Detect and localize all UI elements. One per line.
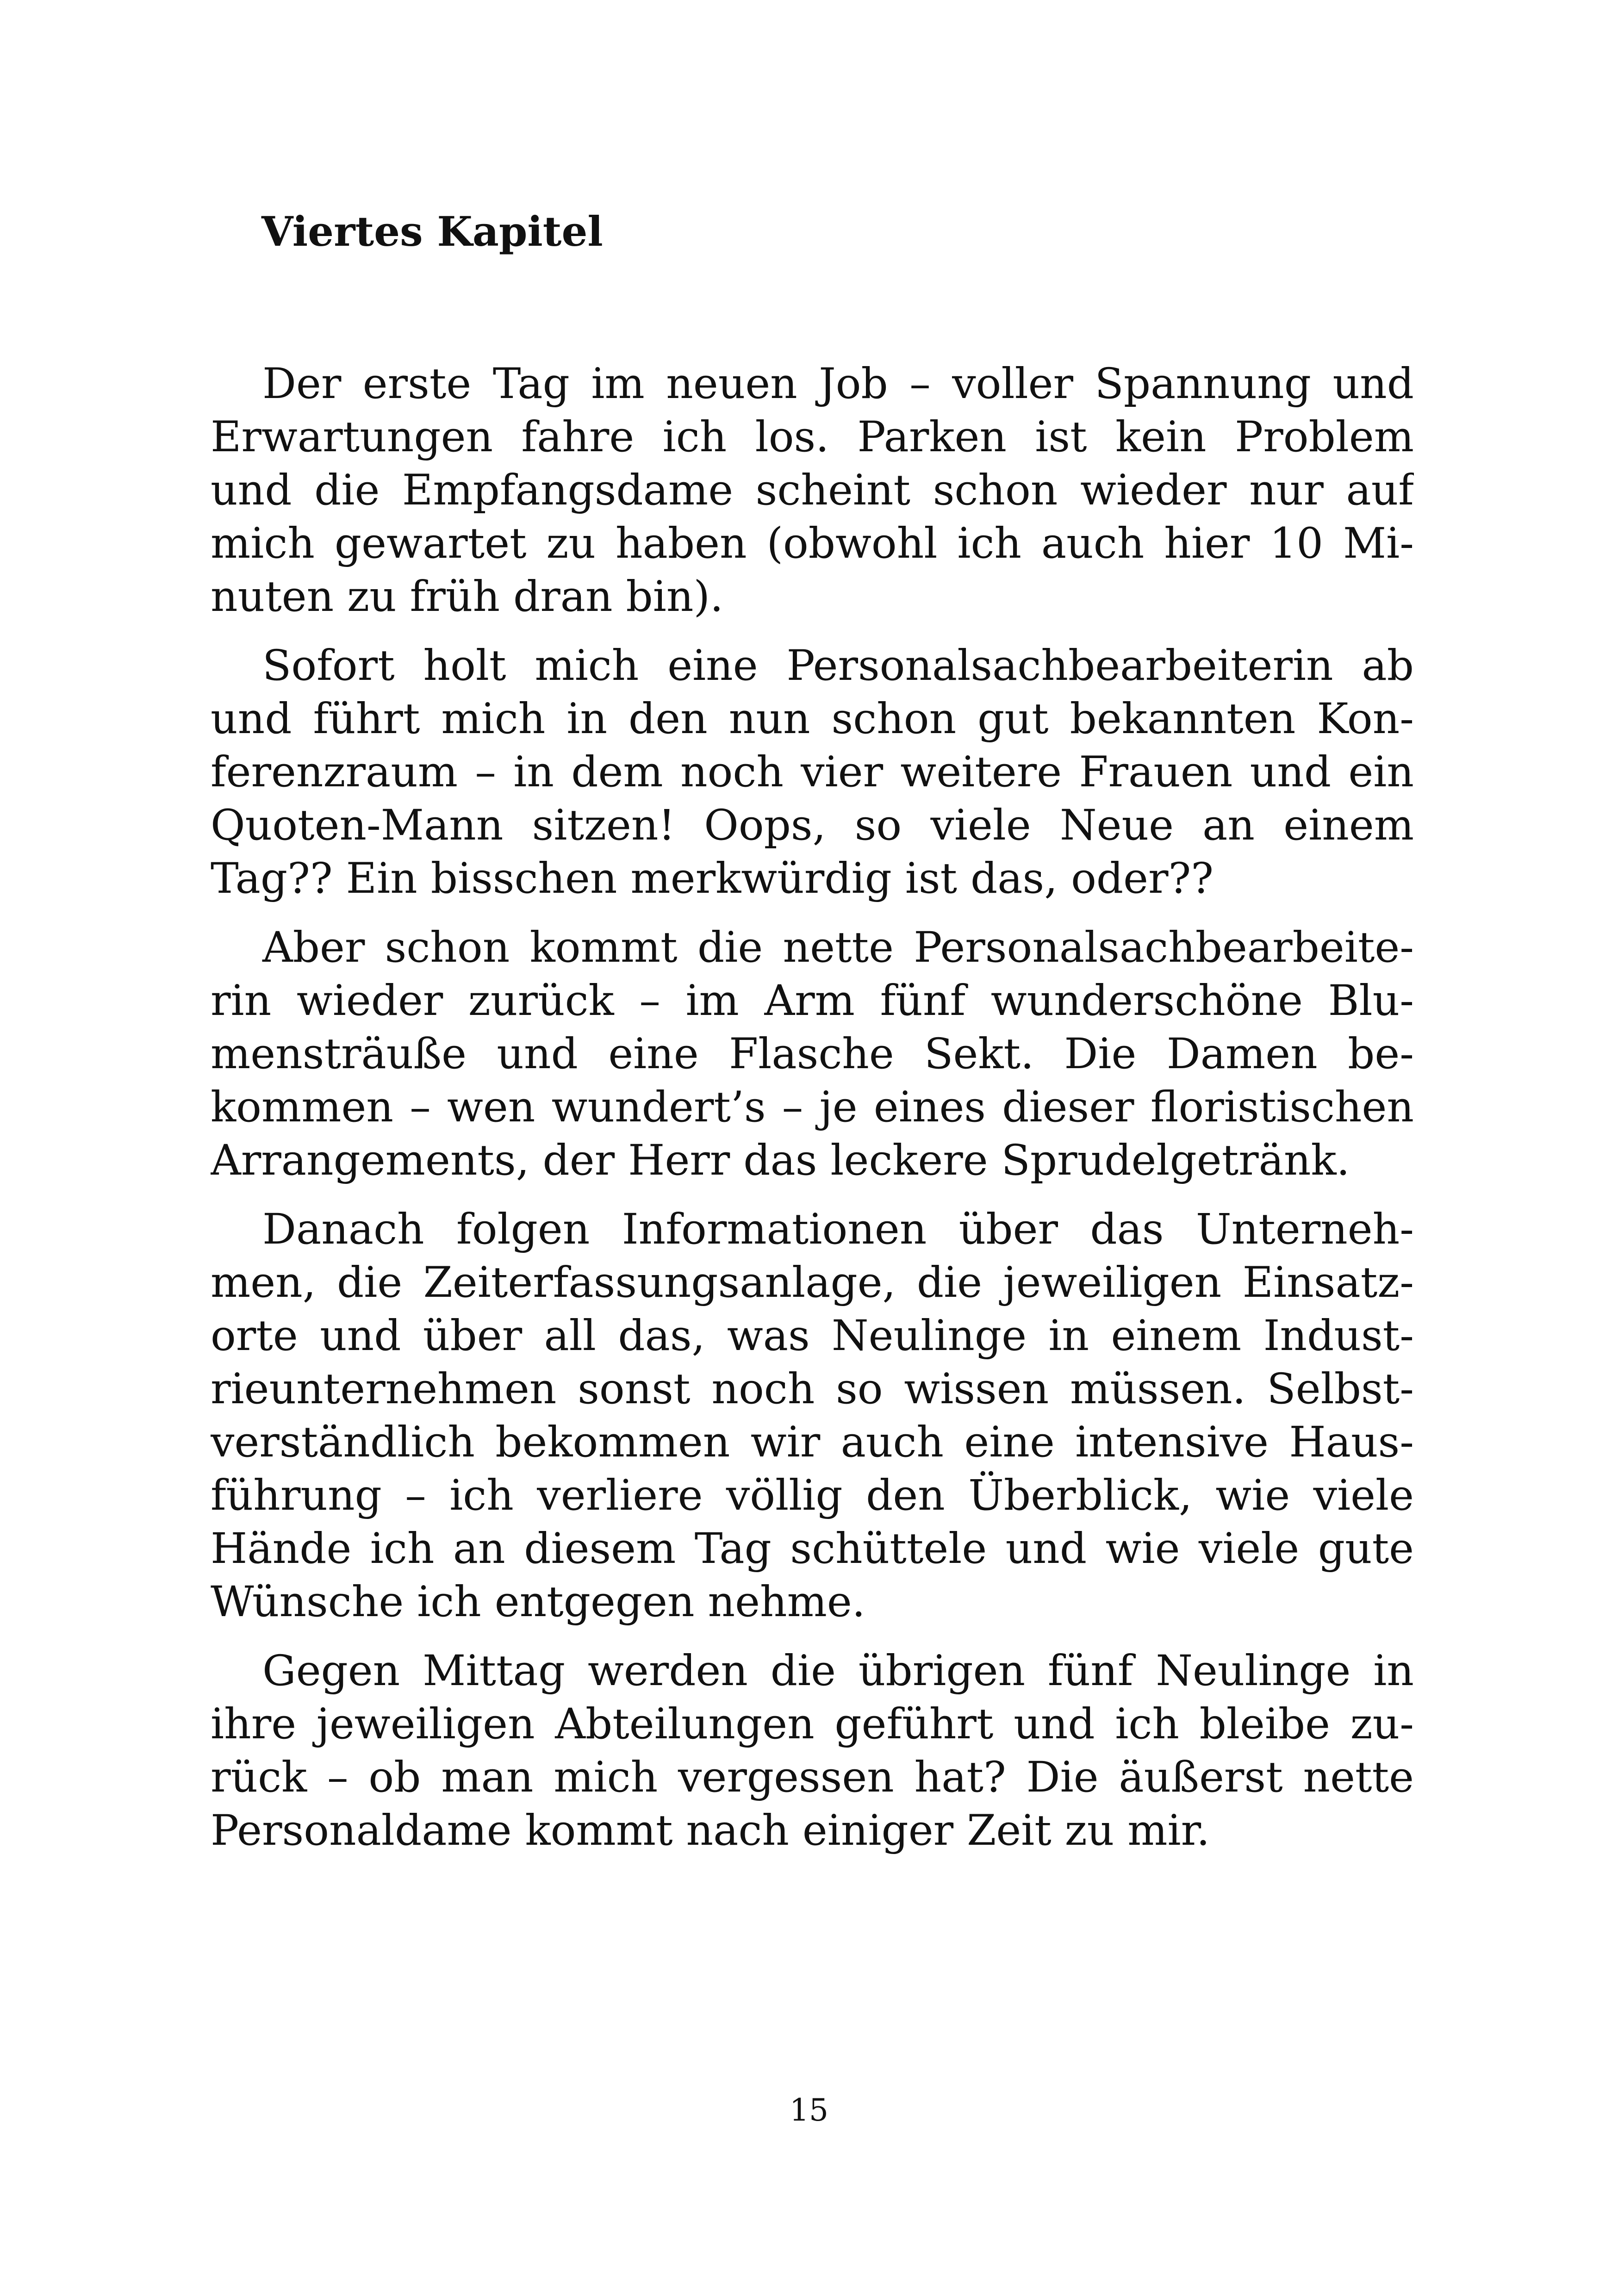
text-line: und führt mich in den nun schon gut bekannten Kon- [211,695,1414,743]
text-line: men, die Zeiterfassungsanlage, die jeweiligen Einsatz- [211,1258,1414,1307]
body-text [211,357,1414,1873]
text-line: rin wieder zurück – im Arm fünf wunderschöne Blu- [211,977,1414,1025]
text-line: Erwartungen fahre ich los. Parken ist kein Problem [211,413,1414,461]
text-line: Personaldame kommt nach einiger Zeit zu mir. [211,1806,1210,1855]
chapter-title: Viertes Kapitel [261,207,603,255]
text-line: Der erste Tag im neuen Job – voller Spannung und [262,360,1414,408]
text-line: ferenzraum – in dem noch vier weitere Frauen und ein [211,748,1414,796]
text-line: führung – ich verliere völlig den Überblick, wie viele [211,1471,1414,1520]
text-line: orte und über all das, was Neulinge in einem Indust- [211,1312,1414,1360]
text-line: Tag?? Ein bisschen merkwürdig ist das, oder?? [211,854,1214,903]
text-line: mensträuße und eine Flasche Sekt. Die Damen be- [211,1030,1414,1078]
text-line: Wünsche ich entgegen nehme. [211,1578,865,1626]
text-line: Quoten-Mann sitzen! Oops, so viele Neue an einem [211,801,1414,850]
text-line: ihre jeweiligen Abteilungen geführt und ich bleibe zu- [211,1700,1414,1748]
text-line: Arrangements, der Herr das leckere Sprudelgetränk. [211,1136,1350,1185]
text-line: Danach folgen Informationen über das Unterneh- [262,1205,1414,1254]
text-line: kommen – wen wundert’s – je eines dieser floristischen [211,1083,1414,1132]
paragraph [211,1203,1414,1629]
paragraph [211,1644,1414,1857]
text-line: Gegen Mittag werden die übrigen fünf Neulinge in [262,1647,1414,1695]
text-line: nuten zu früh dran bin). [211,572,723,621]
paragraph [211,357,1414,623]
text-line: und die Empfangsdame scheint schon wieder nur auf [211,466,1414,515]
paragraph [211,921,1414,1187]
text-line: verständlich bekommen wir auch eine intensive Haus- [211,1418,1414,1467]
text-line: rieunternehmen sonst noch so wissen müssen. Selbst- [211,1365,1414,1413]
text-line: rück – ob man mich vergessen hat? Die äußerst nette [211,1753,1414,1802]
text-line: mich gewartet zu haben (obwohl ich auch hier 10 Mi- [211,519,1414,568]
paragraph [211,639,1414,905]
text-line: Sofort holt mich eine Personalsachbearbeiterin ab [262,641,1414,690]
page-number: 15 [790,2092,828,2128]
text-line: Aber schon kommt die nette Personalsachbearbeite- [262,923,1414,972]
text-line: Hände ich an diesem Tag schüttele und wie viele gute [211,1524,1414,1573]
